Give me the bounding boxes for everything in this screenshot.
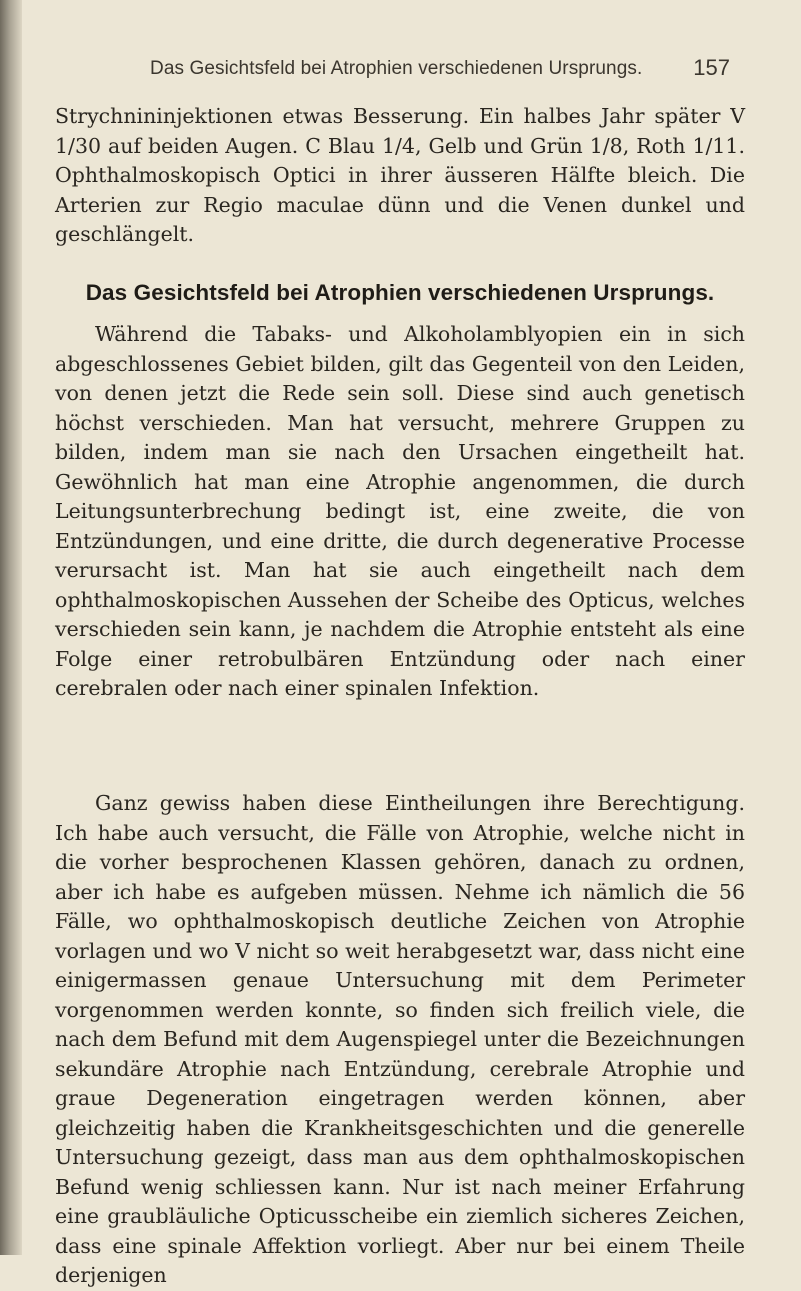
running-title: Das Gesichtsfeld bei Atrophien verschiedenen Ursprungs. [150,58,643,79]
running-header [150,55,730,88]
section-heading: Das Gesichtsfeld bei Atrophien verschiedenen Ursprungs. [85,280,715,305]
page-number: 157 [693,55,730,80]
page-edge-shadow [0,0,22,1255]
paragraph-classification: Ganz gewiss haben diese Eintheilungen ihre Berechtigung. Ich habe auch versucht, die Fälle von Atrophie, welche nicht in die vorher besprochenen Klassen gehören, danach zu ordnen, aber ich habe es aufgeben müssen. Nehme ich nämlich die 56 Fälle, wo ophthalmoskopisch deutliche Zeichen von Atrophie vorlagen und wo V nicht so weit herabgesetzt war, dass nicht eine einigermassen genaue Untersuchung mit dem Perimeter vorgenommen werden konnte, so finden sich freilich viele, die nach dem Befund mit dem Augenspiegel unter die Bezeichnungen sekundäre Atrophie nach Entzündung, cerebrale Atrophie und graue Degeneration eingetragen werden können, aber gleichzeitig haben die Krankheitsgeschichten und die generelle Untersuchung gezeigt, dass man aus dem ophthalmoskopischen Befund wenig schliessen kann. Nur ist nach meiner Erfahrung eine graubläuliche Opticusscheibe ein ziemlich sicheres Zeichen, dass eine spinale Affektion vorliegt. Aber nur bei einem Theile derjenigen [55,791,745,1287]
paragraph-continuation: Strychnininjektionen etwas Besserung. Ein halbes Jahr später V 1/30 auf beiden Augen. C Blau 1/4, Gelb und Grün 1/8, Roth 1/11. Ophthalmoskopisch Optici in ihrer äusseren Hälfte bleich. Die Arterien zur Regio maculae dünn und die Venen dunkel und geschlängelt. [55,104,745,246]
paragraph-intro: Während die Tabaks- und Alkoholamblyopien ein in sich abgeschlossenes Gebiet bilden, gilt das Gegenteil von den Leiden, von denen jetzt die Rede sein soll. Diese sind auch genetisch höchst verschieden. Man hat versucht, mehrere Gruppen zu bilden, indem man sie nach den Ursachen eingetheilt hat. Gewöhnlich hat man eine Atrophie angenommen, die durch Leitungsunterbrechung bedingt ist, eine zweite, die von Entzündungen, und eine dritte, die durch degenerative Processe verursacht ist. Man hat sie auch eingetheilt nach dem ophthalmoskopischen Aussehen der Scheibe des Opticus, welches verschieden sein kann, je nachdem die Atrophie entsteht als eine Folge einer retrobulbären Entzündung oder nach einer cerebralen oder nach einer spinalen Infektion. [55,322,745,700]
